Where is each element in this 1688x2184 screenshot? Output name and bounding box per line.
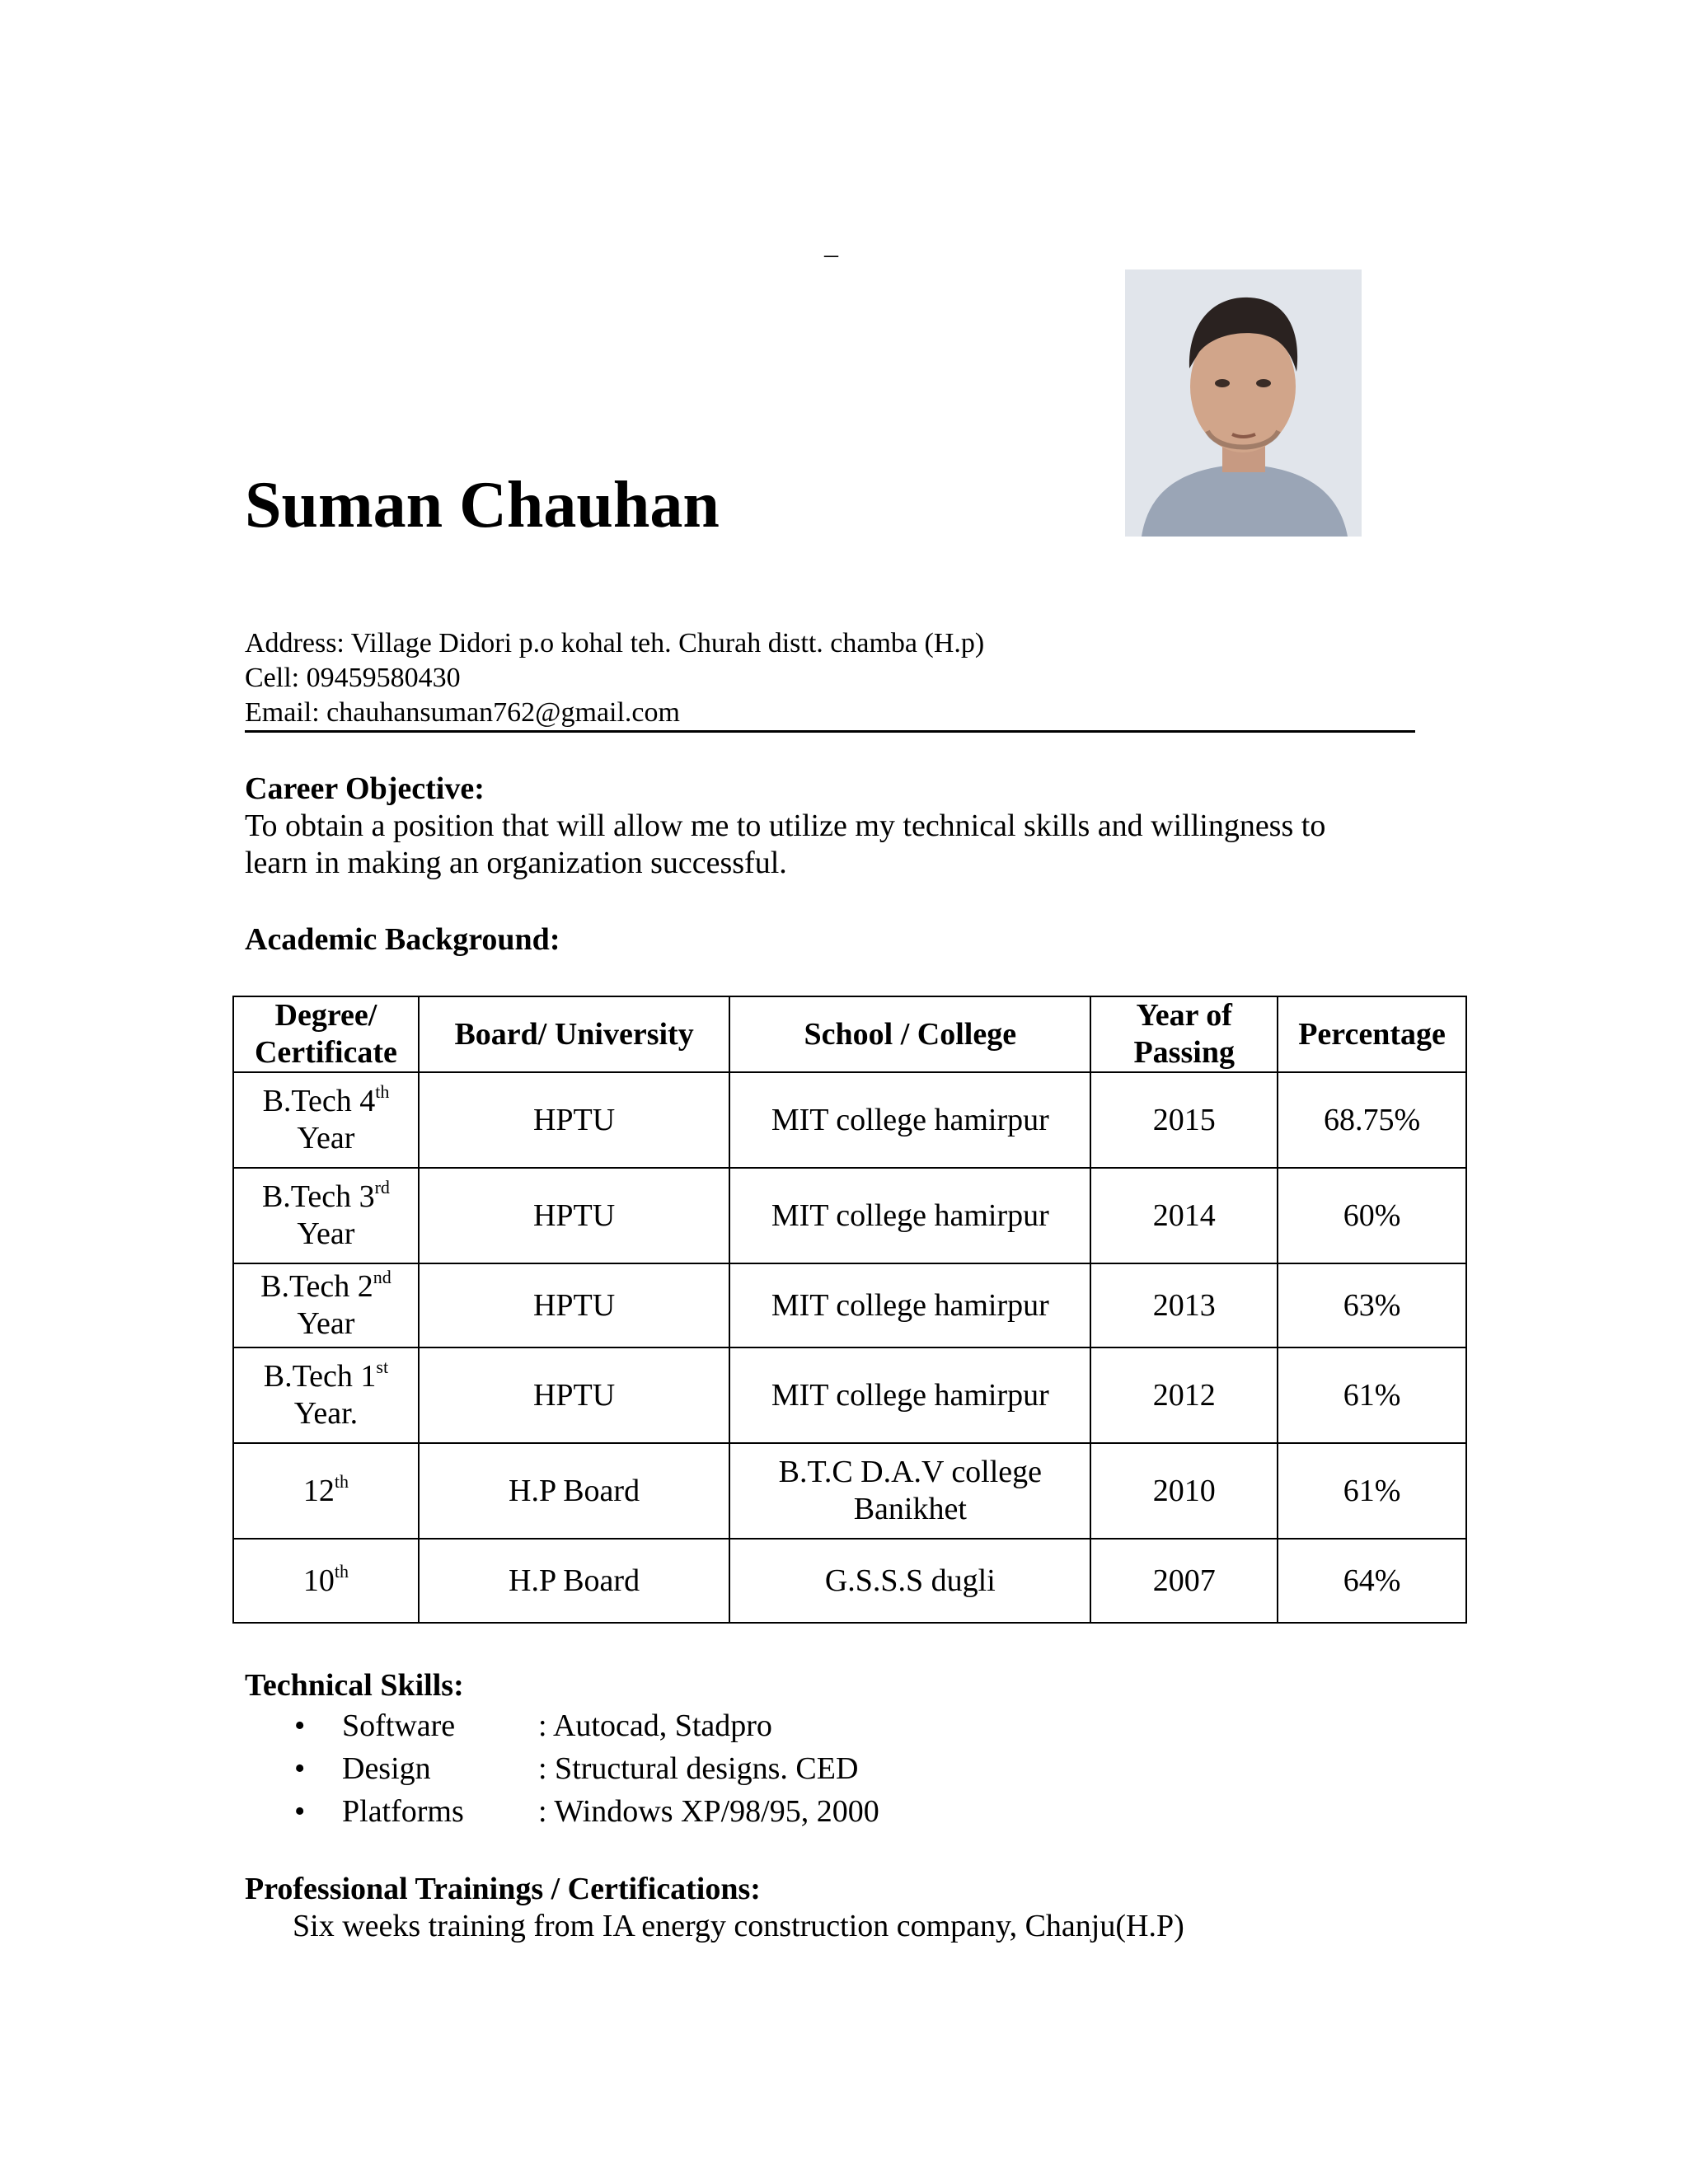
header-degree-line-1: Degree/ (274, 998, 377, 1033)
table-row (233, 1072, 1466, 1168)
header-year (1090, 996, 1278, 1072)
percentage-cell: 68.75% (1278, 1072, 1466, 1168)
board-cell: HPTU (419, 1072, 729, 1168)
header-degree-line-2: Certificate (254, 1035, 397, 1070)
academic-section (245, 921, 1481, 958)
header-percentage: Percentage (1278, 996, 1466, 1072)
skill-label: Software (342, 1708, 456, 1743)
table-row (233, 1347, 1466, 1443)
bullet-icon: • (294, 1708, 306, 1743)
degree-line-2: Year (297, 1216, 355, 1251)
year-cell: 2012 (1090, 1347, 1278, 1443)
degree-text: B.Tech 4 (262, 1084, 376, 1118)
skill-label: Design (342, 1751, 431, 1786)
degree-line-2: Year. (293, 1396, 359, 1431)
degree-line-1 (241, 1268, 411, 1305)
header-board: Board/ University (419, 996, 729, 1072)
degree-line-1 (241, 1470, 411, 1510)
school-cell (729, 1168, 1090, 1263)
degree-suffix: rd (374, 1177, 390, 1197)
school-cell (729, 1072, 1090, 1168)
board-cell: HPTU (419, 1263, 729, 1347)
skill-list (245, 1704, 1481, 1833)
percentage-cell: 60% (1278, 1168, 1466, 1263)
career-objective-line-2: learn in making an organization successful. (245, 846, 787, 880)
degree-cell (233, 1347, 419, 1443)
degree-line-2: Year (297, 1121, 355, 1155)
degree-line-1 (241, 1560, 411, 1600)
school-cell (729, 1443, 1090, 1539)
degree-text: 10 (302, 1563, 335, 1598)
percentage-cell: 64% (1278, 1539, 1466, 1623)
degree-cell (233, 1263, 419, 1347)
cell-line: Cell: 09459580430 (245, 663, 461, 693)
school-line-2: Banikhet (853, 1492, 967, 1526)
degree-cell (233, 1168, 419, 1263)
skill-value: : Autocad, Stadpro (538, 1708, 772, 1743)
profile-photo (1125, 269, 1362, 537)
school-cell (729, 1263, 1090, 1347)
degree-cell (233, 1072, 419, 1168)
degree-line-1 (241, 1358, 411, 1395)
degree-text: B.Tech 1 (263, 1359, 377, 1394)
board-cell: HPTU (419, 1168, 729, 1263)
list-item (245, 1704, 1481, 1747)
header-year-line-1: Year of (1136, 998, 1232, 1033)
school-line-1: MIT college hamirpur (771, 1287, 1049, 1323)
list-item (245, 1747, 1481, 1790)
table-row (233, 1263, 1466, 1347)
year-cell: 2010 (1090, 1443, 1278, 1539)
skill-value: : Windows XP/98/95, 2000 (538, 1794, 879, 1829)
trainings-title: Professional Trainings / Certifications: (245, 1872, 761, 1906)
degree-line-2: Year (297, 1306, 355, 1341)
year-cell: 2014 (1090, 1168, 1278, 1263)
technical-skills-title: Technical Skills: (245, 1668, 464, 1703)
candidate-name: Suman Chauhan (245, 469, 720, 541)
board-cell: H.P Board (419, 1539, 729, 1623)
year-cell: 2015 (1090, 1072, 1278, 1168)
degree-text: B.Tech 3 (261, 1179, 375, 1214)
table-row (233, 1443, 1466, 1539)
school-line-1: MIT college hamirpur (771, 1102, 1049, 1137)
degree-suffix: nd (373, 1267, 392, 1287)
degree-suffix: th (375, 1081, 390, 1102)
school-line-1: G.S.S.S dugli (824, 1563, 996, 1598)
degree-suffix: th (334, 1470, 349, 1492)
school-line-1: MIT college hamirpur (771, 1377, 1049, 1413)
career-objective-title: Career Objective: (245, 771, 485, 806)
table-header-row (233, 996, 1466, 1072)
percentage-cell: 63% (1278, 1263, 1466, 1347)
dash-mark: – (824, 239, 838, 269)
degree-suffix: st (376, 1357, 389, 1377)
address-line: Address: Village Didori p.o kohal teh. Churah distt. chamba (H.p) (245, 628, 985, 658)
trainings-section (245, 1871, 1481, 1945)
email-line: Email: chauhansuman762@gmail.com (245, 697, 680, 728)
board-cell: HPTU (419, 1347, 729, 1443)
board-cell: H.P Board (419, 1443, 729, 1539)
table-row (233, 1168, 1466, 1263)
bullet-icon: • (294, 1794, 306, 1829)
academic-title: Academic Background: (245, 922, 560, 957)
degree-line-1 (241, 1083, 411, 1120)
school-cell (729, 1347, 1090, 1443)
table-row (233, 1539, 1466, 1623)
degree-line-1 (241, 1179, 411, 1216)
percentage-cell: 61% (1278, 1443, 1466, 1539)
skill-value: : Structural designs. CED (538, 1751, 859, 1786)
year-cell: 2013 (1090, 1263, 1278, 1347)
bullet-icon: • (294, 1751, 306, 1786)
academic-table (232, 996, 1467, 1624)
training-text: Six weeks training from IA energy construction company, Chanju(H.P) (293, 1909, 1184, 1943)
header-degree (233, 996, 419, 1072)
school-cell (729, 1539, 1090, 1623)
technical-skills-section (245, 1667, 1481, 1833)
school-line-1: B.T.C D.A.V college (778, 1455, 1043, 1489)
skill-label: Platforms (342, 1794, 464, 1829)
degree-suffix: th (334, 1560, 349, 1582)
degree-cell (233, 1443, 419, 1539)
career-objective-line-1: To obtain a position that will allow me to utilize my technical skills and willingness to (245, 808, 1326, 843)
header-year-line-2: Passing (1133, 1035, 1235, 1070)
header-school: School / College (729, 996, 1090, 1072)
percentage-cell: 61% (1278, 1347, 1466, 1443)
contact-block (245, 626, 1415, 733)
degree-cell (233, 1539, 419, 1623)
school-line-1: MIT college hamirpur (771, 1197, 1049, 1233)
year-cell: 2007 (1090, 1539, 1278, 1623)
degree-text: B.Tech 2 (260, 1269, 373, 1304)
career-objective-section (245, 771, 1481, 882)
list-item (245, 1790, 1481, 1833)
degree-text: 12 (302, 1473, 335, 1508)
